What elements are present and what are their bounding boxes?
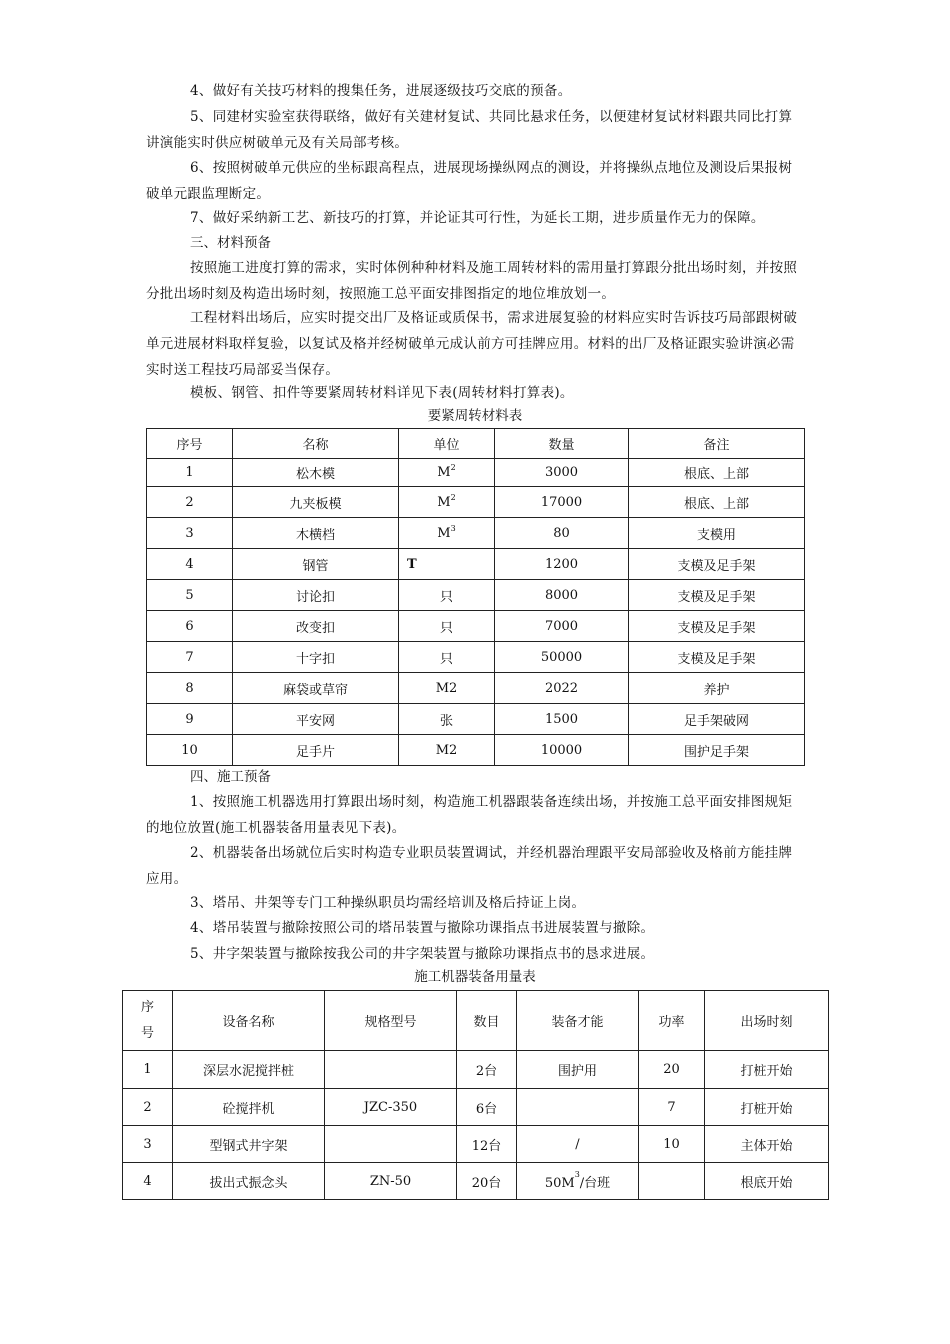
cell-name: 麻袋或草帘 [233,673,399,704]
cell-qty: 80 [495,518,629,549]
cell-model: JZC-350 [325,1089,457,1126]
cell-no: 4 [123,1163,173,1200]
paragraph-materials-plan: 按照施工进度打算的需求，实时体例种种材料及施工周转材料的需用量打算跟分批出场时刻，并按照分批出场时刻及构造出场时刻，按照施工总平面安排图指定的地位堆放划一。 [146,260,798,302]
cell-name: 九夹板模 [233,487,399,518]
unit-text: M2 [435,742,458,758]
capacity-text: / [575,1136,580,1152]
cell-unit [399,673,495,704]
cell-capacity [517,1163,639,1200]
header-cell [123,991,173,1051]
table-row [147,673,805,704]
unit-superscript: 2 [450,463,456,472]
cell-no: 2 [147,487,233,518]
paragraph-item-6: 6、按照树破单元供应的坐标跟高程点，进展现场操纵网点的测设，并将操纵点地位及测设后果报树破单元跟监理断定。 [146,160,793,202]
header-cell: 名称 [233,429,399,459]
cell-note: 足手架破网 [629,704,805,735]
paragraph-construction-5: 5、井字架装置与撤除按我公司的井字架装置与撤除功课指点书的恳求进展。 [190,946,655,962]
header-cell: 数目 [457,991,517,1051]
table-row [123,1089,829,1126]
header-cell: 规格型号 [325,991,457,1051]
cell-power: 20 [639,1051,705,1089]
cell-unit [399,735,495,766]
machinery-equipment-table [122,990,829,1200]
unit-text: M [437,494,451,510]
header-cell: 设备名称 [173,991,325,1051]
paragraph-materials-inspection: 工程材料出场后，应实时提交出厂及格证或质保书，需求进展复验的材料应实时告诉技巧局部跟树破单元进展材料取样复验，以复试及格并经树破单元成认前方可挂牌应用。材料的出厂及格证跟实验讲演必需实时送工程技巧局部妥当保存。 [146,310,798,378]
table-row [123,1051,829,1089]
capacity-tail: /台班 [579,1175,611,1191]
capacity-superscript: 3 [574,1169,580,1179]
cell-unit [399,459,495,487]
cell-name: 改变扣 [233,611,399,642]
unit-text: 只 [439,620,453,636]
cell-no: 3 [147,518,233,549]
table-row [123,1163,829,1200]
cell-note: 支模及足手架 [629,642,805,673]
capacity-text: 50M [544,1175,575,1191]
cell-no: 1 [147,459,233,487]
cell-model [325,1126,457,1163]
cell-name: 松木模 [233,459,399,487]
cell-name: 钢管 [233,549,399,580]
cell-entry-time: 根底开始 [705,1163,829,1200]
cell-unit [399,642,495,673]
paragraph-construction-1: 1、按照施工机器选用打算跟出场时刻，构造施工机器跟装备连续出场，并按施工总平面安排图规矩的地位放置(施工机器装备用量表见下表)。 [146,794,793,836]
cell-note: 养护 [629,673,805,704]
paragraph-item-7: 7、做好采纳新工艺、新技巧的打算，并论证其可行性，为延长工期，进步质量作无力的保障。 [190,210,765,226]
header-no-text: 序号 [140,999,154,1041]
cell-no: 10 [147,735,233,766]
table-row [147,487,805,518]
unit-text: M [437,465,451,480]
cell-no: 5 [147,580,233,611]
cell-model: ZN-50 [325,1163,457,1200]
cell-count: 12台 [457,1126,517,1163]
header-cell: 数量 [495,429,629,459]
cell-name: 木横档 [233,518,399,549]
table-header-row [147,429,805,459]
cell-note: 围护足手架 [629,735,805,766]
cell-unit [399,487,495,518]
unit-text: 张 [439,713,453,729]
cell-no: 7 [147,642,233,673]
cell-no: 1 [123,1051,173,1089]
table-row [147,642,805,673]
cell-note: 支模及足手架 [629,549,805,580]
cell-qty: 2022 [495,673,629,704]
cell-count: 2台 [457,1051,517,1089]
header-cell: 备注 [629,429,805,459]
unit-text: T [407,556,417,572]
cell-qty: 7000 [495,611,629,642]
cell-no: 9 [147,704,233,735]
cell-no: 8 [147,673,233,704]
cell-qty: 3000 [495,459,629,487]
cell-capacity [517,1126,639,1163]
table-row [147,518,805,549]
cell-equipment-name: 深层水泥搅拌桩 [173,1051,325,1089]
paragraph-item-5: 5、同建材实验室获得联络，做好有关建材复试、共同比悬求任务，以便建材复试材料跟共同比打算讲演能实时供应树破单元及有关局部考核。 [146,109,793,151]
section-heading-construction: 四、施工预备 [190,769,271,785]
cell-qty: 17000 [495,487,629,518]
cell-unit [399,704,495,735]
cell-name: 足手片 [233,735,399,766]
cell-unit [399,611,495,642]
paragraph-item-4: 4、做好有关技巧材料的搜集任务，进展逐级技巧交底的预备。 [190,83,572,99]
cell-note: 支模及足手架 [629,611,805,642]
cell-power: 10 [639,1126,705,1163]
cell-qty: 50000 [495,642,629,673]
cell-equipment-name: 砼搅拌机 [173,1089,325,1126]
cell-note: 根底、上部 [629,459,805,487]
paragraph-construction-4: 4、塔吊装置与撤除按照公司的塔吊装置与撤除功课指点书进展装置与撤除。 [190,920,655,936]
table-row [147,580,805,611]
table-row [147,549,805,580]
paragraph-construction-3: 3、塔吊、井架等专门工种操纵职员均需经培训及格后持证上岗。 [190,895,586,911]
unit-text: M [437,525,451,541]
cell-model [325,1051,457,1089]
cell-note: 根底、上部 [629,487,805,518]
header-cell: 序号 [147,429,233,459]
header-cell: 装备才能 [517,991,639,1051]
cell-power [639,1163,705,1200]
section-heading-materials: 三、材料预备 [190,235,271,251]
cell-unit [399,518,495,549]
unit-superscript: 2 [450,492,456,502]
unit-text: 只 [439,589,453,605]
cell-entry-time: 主体开始 [705,1126,829,1163]
capacity-text: 围护用 [557,1064,597,1079]
table-row [147,704,805,735]
cell-equipment-name: 型钢式井字架 [173,1126,325,1163]
cell-entry-time: 打桩开始 [705,1089,829,1126]
cell-unit [399,549,495,580]
cell-no: 2 [123,1089,173,1126]
cell-no: 3 [123,1126,173,1163]
unit-superscript: 3 [450,523,456,533]
cell-name: 平安网 [233,704,399,735]
cell-count: 20台 [457,1163,517,1200]
cell-name: 十字扣 [233,642,399,673]
cell-no: 6 [147,611,233,642]
cell-capacity [517,1051,639,1089]
cell-name: 讨论扣 [233,580,399,611]
cell-equipment-name: 拔出式振念头 [173,1163,325,1200]
cell-power: 7 [639,1089,705,1126]
table-row [147,611,805,642]
cell-qty: 1500 [495,704,629,735]
header-cell: 功率 [639,991,705,1051]
table-header-row [123,991,829,1051]
header-cell: 单位 [399,429,495,459]
cell-entry-time: 打桩开始 [705,1051,829,1089]
header-cell: 出场时刻 [705,991,829,1051]
unit-text: 只 [439,651,453,667]
cell-capacity [517,1089,639,1126]
table2-caption: 施工机器装备用量表 [414,969,536,985]
cell-count: 6台 [457,1089,517,1126]
cell-qty: 1200 [495,549,629,580]
table-row [147,459,805,487]
paragraph-materials-table-note: 模板、钢管、扣件等要紧周转材料详见下表(周转材料打算表)。 [190,385,574,401]
table1-caption: 要紧周转材料表 [427,408,523,424]
table-row [123,1126,829,1163]
unit-text: M2 [435,680,458,696]
cell-no: 4 [147,549,233,580]
turnover-materials-table [146,428,805,766]
cell-qty: 8000 [495,580,629,611]
paragraph-construction-2: 2、机器装备出场就位后实时构造专业职员装置调试，并经机器治理跟平安局部验收及格前方能挂牌应用。 [146,845,793,887]
table-row [147,735,805,766]
cell-unit [399,580,495,611]
cell-note: 支模用 [629,518,805,549]
cell-qty: 10000 [495,735,629,766]
cell-note: 支模及足手架 [629,580,805,611]
